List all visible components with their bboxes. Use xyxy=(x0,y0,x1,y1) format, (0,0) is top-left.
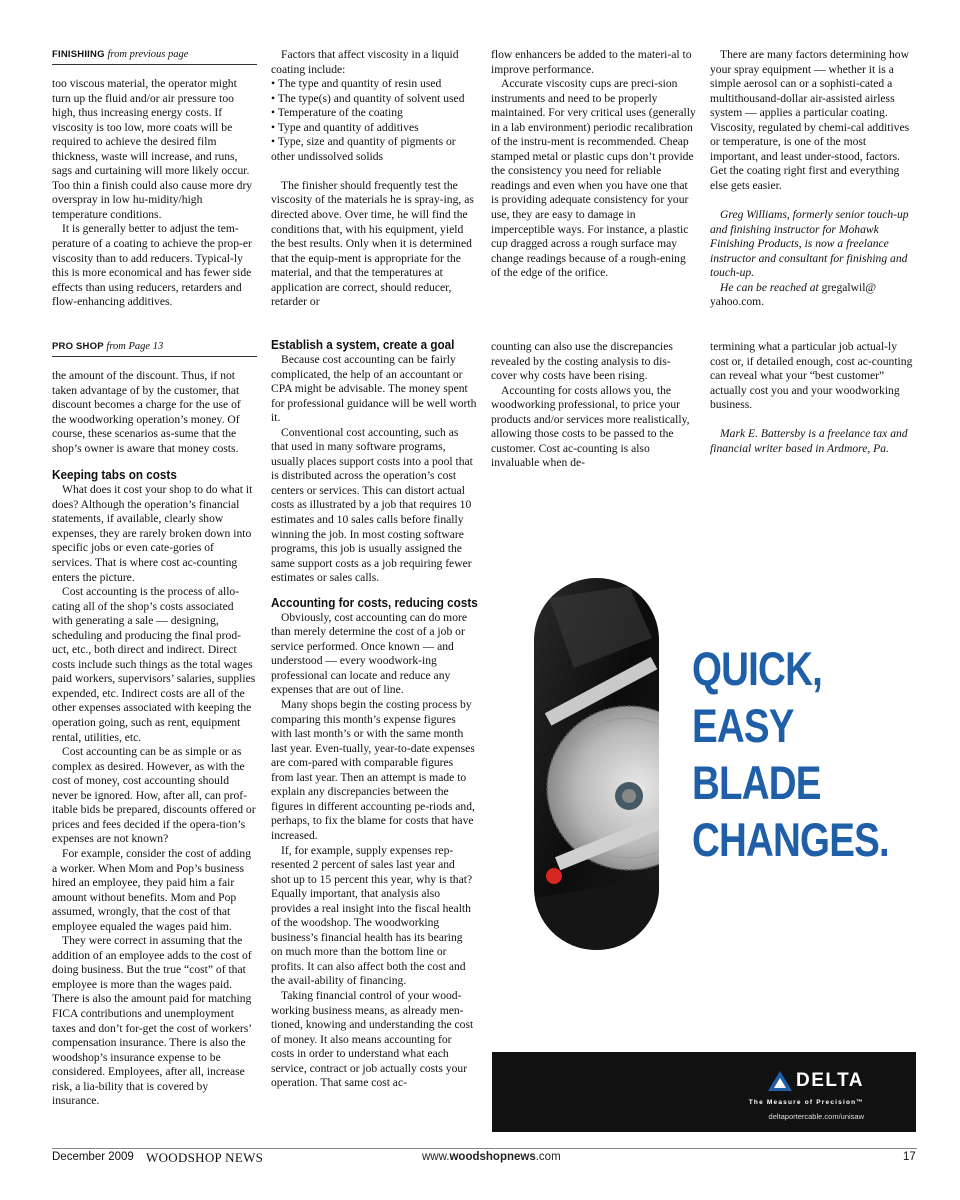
paragraph: Cost accounting can be as simple or as complex as desired. However, as with the cost of money, cost accounting should never be ignored. How, after all, can prof-itable bids be prepared, discounts offered or prices and fees decided if the opera-tion’s expenses are not known? xyxy=(52,745,256,846)
paragraph: Cost accounting is the process of allo-cating all of the shop’s costs associated with generating a sale — designing, scheduling and producing the final prod-uct, etc., both direct and indirect. Direct costs include such things as the total wages paid workers, supervisors’ salaries, supplies expended, etc. Indirect costs are all of the other expenses associated with keeping the operation going, such as rent, equipment rental, utilities, etc. xyxy=(52,585,256,744)
list-item: • The type and quantity of resin used xyxy=(271,77,442,91)
ad-brand-bar xyxy=(492,1052,916,1132)
paragraph: They were correct in assuming that the addition of an employee adds to the cost of doing business. But the true “cost” of that employee is more than the wages paid. There is also the amount paid for matching FICA contributions and unemployment taxes and don’t for-get the cost of workers’ compensation insurance. There is also the woodshop’s insurance expense to be considered. Employees, after all, increase risk, a lia-bility that is covered by insurance. xyxy=(52,934,252,1108)
delta-triangle-icon xyxy=(767,1070,793,1092)
paragraph: the amount of the discount. Thus, if not taken advantage of by the customer, that discount becomes a charge for the use of the woodworking operation’s money. Of course, these scenarios as-sume that the shop’s owner is aware that money costs. xyxy=(52,369,241,455)
proshop-col-2 xyxy=(271,336,477,1091)
paragraph: It is generally better to adjust the tem-perature of a coating to achieve the prop-er viscosity than to add reducers. Typical-ly this is more economical and has fewer side effects than using reducers, retarders and flow-enhancing additives. xyxy=(52,222,252,309)
delta-wordmark: DELTA xyxy=(795,1070,864,1091)
ad-headline-line: BLADE xyxy=(692,756,821,809)
section-heading: Keeping tabs on costs xyxy=(52,467,177,483)
finishing-col-2 xyxy=(271,48,477,310)
finishing-col-4 xyxy=(710,48,916,310)
paragraph: For example, consider the cost of adding a worker. When Mom and Pop’s business hired an employee, they paid him a fair amount without benefits. Mom and Pop assumed, wrongly, that the cost of that employee equaled the wages paid him. xyxy=(52,846,251,933)
author-bio: Greg Williams, formerly senior touch-up and finishing instructor for Mohawk Finishing Products, is now a freelance instructor and consultant for finishing and touch-up. xyxy=(710,208,909,280)
list-item: • The type(s) and quantity of solvent used xyxy=(271,91,465,105)
ad-headline-line: QUICK, xyxy=(692,642,822,695)
paragraph: Accurate viscosity cups are preci-sion instruments and need to be properly maintained. For very critical uses (generally in a lab environment) periodic recalibration of the instru-ment is recommended. Cheap stamped metal or plastic cups don’t provide the consistency you need for reliable readings and even when you have one that is providing adequate consistency for your use, they are easy to damage in imperceptible ways. For instance, a plastic cup dragged across a rough surface may change readings because of a rough-ening of the edge of the orifice. xyxy=(491,77,696,280)
footer-rule xyxy=(52,1148,917,1149)
list-item: • Temperature of the coating xyxy=(271,106,403,120)
paragraph: There are many factors determining how your spray equipment — whether it is a simple aerosol can or a sophisti-cated a multithousand-dollar air-assisted airless system — applies a particular coating. Viscosity, regulated by chemi-cal additives or temperature, is one of the most important, and least under-stood, factors. Get the coating right first and everything else gets easier. xyxy=(710,48,910,192)
paragraph: Taking financial control of your wood-working business means, as already men-tioned, knowing and understanding the cost of money. It also means accounting for costs in order to understand what each service, contract or job actually costs your operation. That same cost ac- xyxy=(271,988,474,1090)
paragraph: Many shops begin the costing process by comparing this month’s expense figures with last month’s or with the same month last year. Even-tually, year-to-date expenses are com-pared with comparable figures from last year. Then an attempt is made to explain any discrepancies between the figures in different accounting pe-riods and, perhaps, to fix the blame for costs that have increased. xyxy=(271,698,475,842)
page-number: 17 xyxy=(903,1151,916,1163)
list-item: • Type, size and quantity of pigments or other undissolved solids xyxy=(271,135,456,163)
paragraph: What does it cost your shop to do what it does? Although the operation’s financial statements, if available, clearly show expenses, they are rarely broken down into specific jobs or even cate-gories of services. That is where cost ac-counting enters the picture. xyxy=(52,483,253,584)
contact-label: He can be reached at xyxy=(720,280,819,294)
proshop-jump-tag xyxy=(52,340,257,357)
proshop-col-3 xyxy=(491,340,696,471)
delta-url: deltaportercable.com/unisaw xyxy=(768,1112,864,1121)
footer-date: December 2009 xyxy=(52,1151,134,1163)
paragraph: Conventional cost accounting, such as that used in many software programs, usually places support costs into a pool that is distributed across the operation’s cost centers or services. This can distort actual costs as illustrated by a job that requires 10 estimates and 10 sales calls before finally winning the job. In most costing software programs, this job is usually assigned the same support costs as a job requiring fewer estimates or sales calls. xyxy=(271,425,473,585)
url-domain: woodshopnews xyxy=(449,1151,536,1163)
paragraph: Factors that affect viscosity in a liquid coating include: xyxy=(271,48,459,76)
paragraph: Obviously, cost accounting can do more than merely determine the cost of a job or service performed. Once known — and understood — every woodwork-ing professional can locate and reduce any expenses that are out of line. xyxy=(271,610,467,697)
delta-tagline: The Measure of Precision™ xyxy=(748,1099,864,1106)
author-contact xyxy=(710,281,916,310)
ad-headline-line: EASY xyxy=(692,699,794,752)
section-heading: Accounting for costs, reducing costs xyxy=(271,594,478,610)
paragraph: The finisher should frequently test the viscosity of the materials he is spray-ing, as directed above. Over time, he will find the conditions that, with his equipment, yield the best results. Only when it is determined that the equip-ment is appropriate for the material, and that the temperatures at application are correct, should reducer, retarder or xyxy=(271,178,474,309)
url-prefix: www. xyxy=(422,1151,450,1163)
paragraph: Because cost accounting can be fairly complicated, the help of an accountant or CPA might be advisable. The money spent for professional guidance will be well worth it. xyxy=(271,353,477,425)
saw-blade-icon xyxy=(534,578,659,950)
paragraph: flow enhancers be added to the materi-al to improve performance. xyxy=(491,48,692,76)
finishing-col-1 xyxy=(52,48,257,310)
proshop-col-1 xyxy=(52,340,257,1109)
paragraph: termining what a particular job actual-ly cost or, if detailed enough, cost ac-counting can reveal what your “best customer” actually cost you and your woodworking business. xyxy=(710,340,913,412)
ad-saw-blade-photo xyxy=(534,578,659,950)
finishing-tag-from: from previous page xyxy=(107,49,189,60)
author-bio: Mark E. Battersby is a freelance tax and financial writer based in Ardmore, Pa. xyxy=(710,427,908,455)
finishing-tag-label: FINISHIING xyxy=(52,49,105,60)
author-email: gregalwil@ yahoo.com. xyxy=(710,280,877,309)
proshop-col-4 xyxy=(710,340,916,456)
url-suffix: .com xyxy=(535,1151,561,1163)
paragraph: counting can also use the discrepancies revealed by the costing analysis to dis-cover why costs have been rising. xyxy=(491,340,673,383)
footer-magazine: WOODSHOP NEWS xyxy=(146,1150,264,1165)
finishing-jump-tag xyxy=(52,48,257,65)
list-item: • Type and quantity of additives xyxy=(271,120,419,134)
finishing-col-3 xyxy=(491,48,696,281)
ad-headline-line: CHANGES. xyxy=(692,813,889,866)
paragraph: too viscous material, the operator might turn up the fluid and/or air pressure too high, thus increasing energy costs. If viscosity is too low, more coats will be required to achieve the desired film thickness, waste will increase, and runs, sags and curtaining will more likely occur. Too thin a finish could also cause more dry overspray in low hu-midity/high temperature conditions. xyxy=(52,77,253,221)
delta-logo xyxy=(767,1070,864,1092)
proshop-tag-label: PRO SHOP xyxy=(52,341,104,352)
paragraph: If, for example, supply expenses rep-resented 2 percent of sales last year and shot up to 15 percent this year, why is that? Equally important, that analysis also provides a real insight into the fiscal health of the woodshop. The woodworking business’s financial health has its bearing on much more than the bottom line or profits. It can also affect both the cost and the avail-ability of financing. xyxy=(271,843,473,988)
ad-headline xyxy=(692,640,889,868)
footer-url xyxy=(422,1151,561,1163)
proshop-tag-from: from Page 13 xyxy=(106,341,164,352)
paragraph: Accounting for costs allows you, the woodworking professional, to price your products and/or services more realistically, allowing those costs to be passed to the customer. Cost ac-counting is also invaluable when de- xyxy=(491,383,690,470)
section-heading: Establish a system, create a goal xyxy=(271,337,455,352)
